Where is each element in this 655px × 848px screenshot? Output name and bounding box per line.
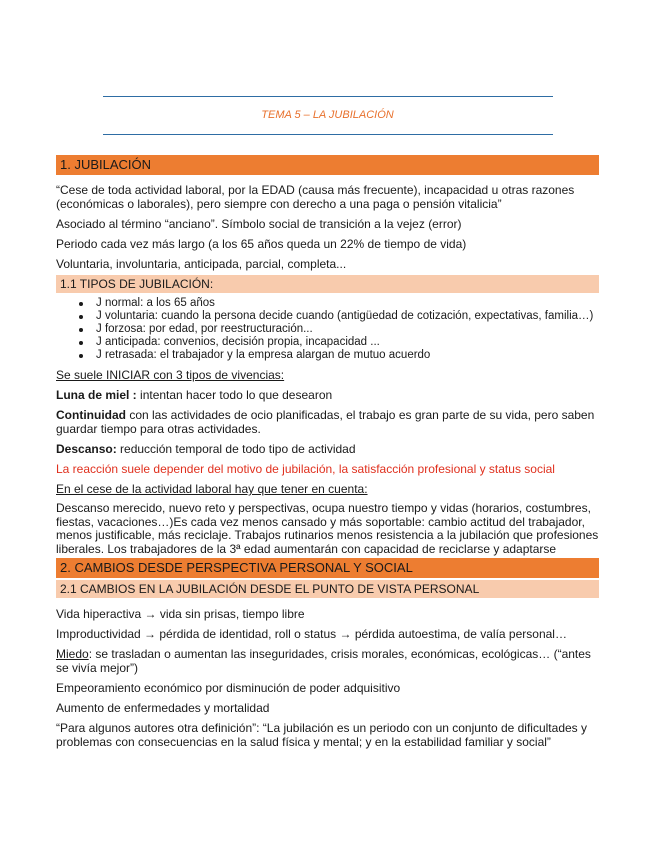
section-1-paragraph-2: Periodo cada vez más largo (a los 65 años queda un 22% de tiempo de vida): [56, 237, 467, 251]
document-title: TEMA 5 – LA JUBILACIÓN: [261, 109, 394, 121]
section-1-paragraph-3: Voluntaria, involuntaria, anticipada, parcial, completa...: [56, 257, 347, 271]
section-2-1-paragraph-6: “Para algunos autores otra definición”: “La jubilación es un periodo con un conjunto de dificultades y problemas con consecuencias en la salud física y mental; y en la estabilidad familiar y social”: [56, 721, 587, 749]
miedo-text: : se trasladan o aumentan las inseguridades, crisis morales, económicas, ecológicas… (“antes se vivía mejor”): [56, 647, 591, 675]
miedo-paragraph: [56, 647, 599, 675]
cese-paragraph: Descanso merecido, nuevo reto y perspectivas, ocupa nuestro tiempo y vidas (horarios, costumbres, fiestas, vacaciones…)Es cada vez menos cansado y más soportable: cambio actitud del trabajador, menos justificable, más reciclaje. Trabajos rutinarios menos resistencia a la jubilación que profesiones liberales. Los trabajadores de la 3ª edad aumentarán con capacidad de reciclarse y adaptarse: [56, 501, 599, 556]
continuidad-text: con las actividades de ocio planificadas, el trabajo es gran parte de su vida, pero saben guardar tiempo para otras actividades.: [56, 408, 595, 436]
continuidad-label: Continuidad: [56, 408, 126, 422]
section-2-1-paragraph-1: Vida hiperactiva → vida sin prisas, tiempo libre: [56, 607, 305, 621]
list-item: J anticipada: convenios, decisión propia, incapacidad ...: [96, 336, 599, 349]
document-content: [56, 96, 599, 749]
luna-de-miel-paragraph: [56, 388, 599, 402]
section-1-1-heading: 1.1 TIPOS DE JUBILACIÓN:: [56, 275, 599, 293]
list-item: J retrasada: el trabajador y la empresa alargan de mutuo acuerdo: [96, 349, 599, 362]
vivencias-intro: Se suele INICIAR con 3 tipos de vivencias:: [56, 368, 285, 382]
continuidad-paragraph: [56, 408, 599, 436]
section-1-paragraph-1: Asociado al término “anciano”. Símbolo social de transición a la vejez (error): [56, 217, 462, 231]
cese-intro: En el cese de la actividad laboral hay que tener en cuenta:: [56, 482, 368, 496]
section-2-1-paragraph-5: Aumento de enfermedades y mortalidad: [56, 701, 270, 715]
miedo-label: Miedo: [56, 647, 89, 661]
tipos-list: [56, 297, 599, 362]
section-2-heading: 2. CAMBIOS DESDE PERSPECTIVA PERSONAL Y SOCIAL: [56, 558, 599, 578]
luna-de-miel-label: Luna de miel :: [56, 388, 137, 402]
list-item: J forzosa: por edad, por reestructuración...: [96, 323, 599, 336]
descanso-paragraph: [56, 442, 599, 456]
section-2-1-heading: 2.1 CAMBIOS EN LA JUBILACIÓN DESDE EL PUNTO DE VISTA PERSONAL: [56, 580, 599, 598]
list-item: J normal: a los 65 años: [96, 297, 599, 310]
list-item: J voluntaria: cuando la persona decide cuando (antigüedad de cotización, expectativas, familia…): [96, 310, 599, 323]
section-1-heading: 1. JUBILACIÓN: [56, 155, 599, 175]
section-2-1-paragraph-2: Improductividad → pérdida de identidad, roll o status → pérdida autoestima, de valía personal…: [56, 627, 567, 641]
descanso-text: reducción temporal de todo tipo de actividad: [116, 442, 356, 456]
luna-de-miel-text: intentan hacer todo lo que desearon: [136, 388, 333, 402]
title-rule-bottom: [103, 134, 553, 135]
descanso-label: Descanso:: [56, 442, 117, 456]
reaccion-note: La reacción suele depender del motivo de jubilación, la satisfacción profesional y status social: [56, 462, 555, 476]
jubilacion-definition: “Cese de toda actividad laboral, por la EDAD (causa más frecuente), incapacidad u otras razones (económicas o laborales), pero siempre con derecho a una paga o pensión vitalicia”: [56, 183, 575, 211]
section-2-1-paragraph-4: Empeoramiento económico por disminución de poder adquisitivo: [56, 681, 401, 695]
